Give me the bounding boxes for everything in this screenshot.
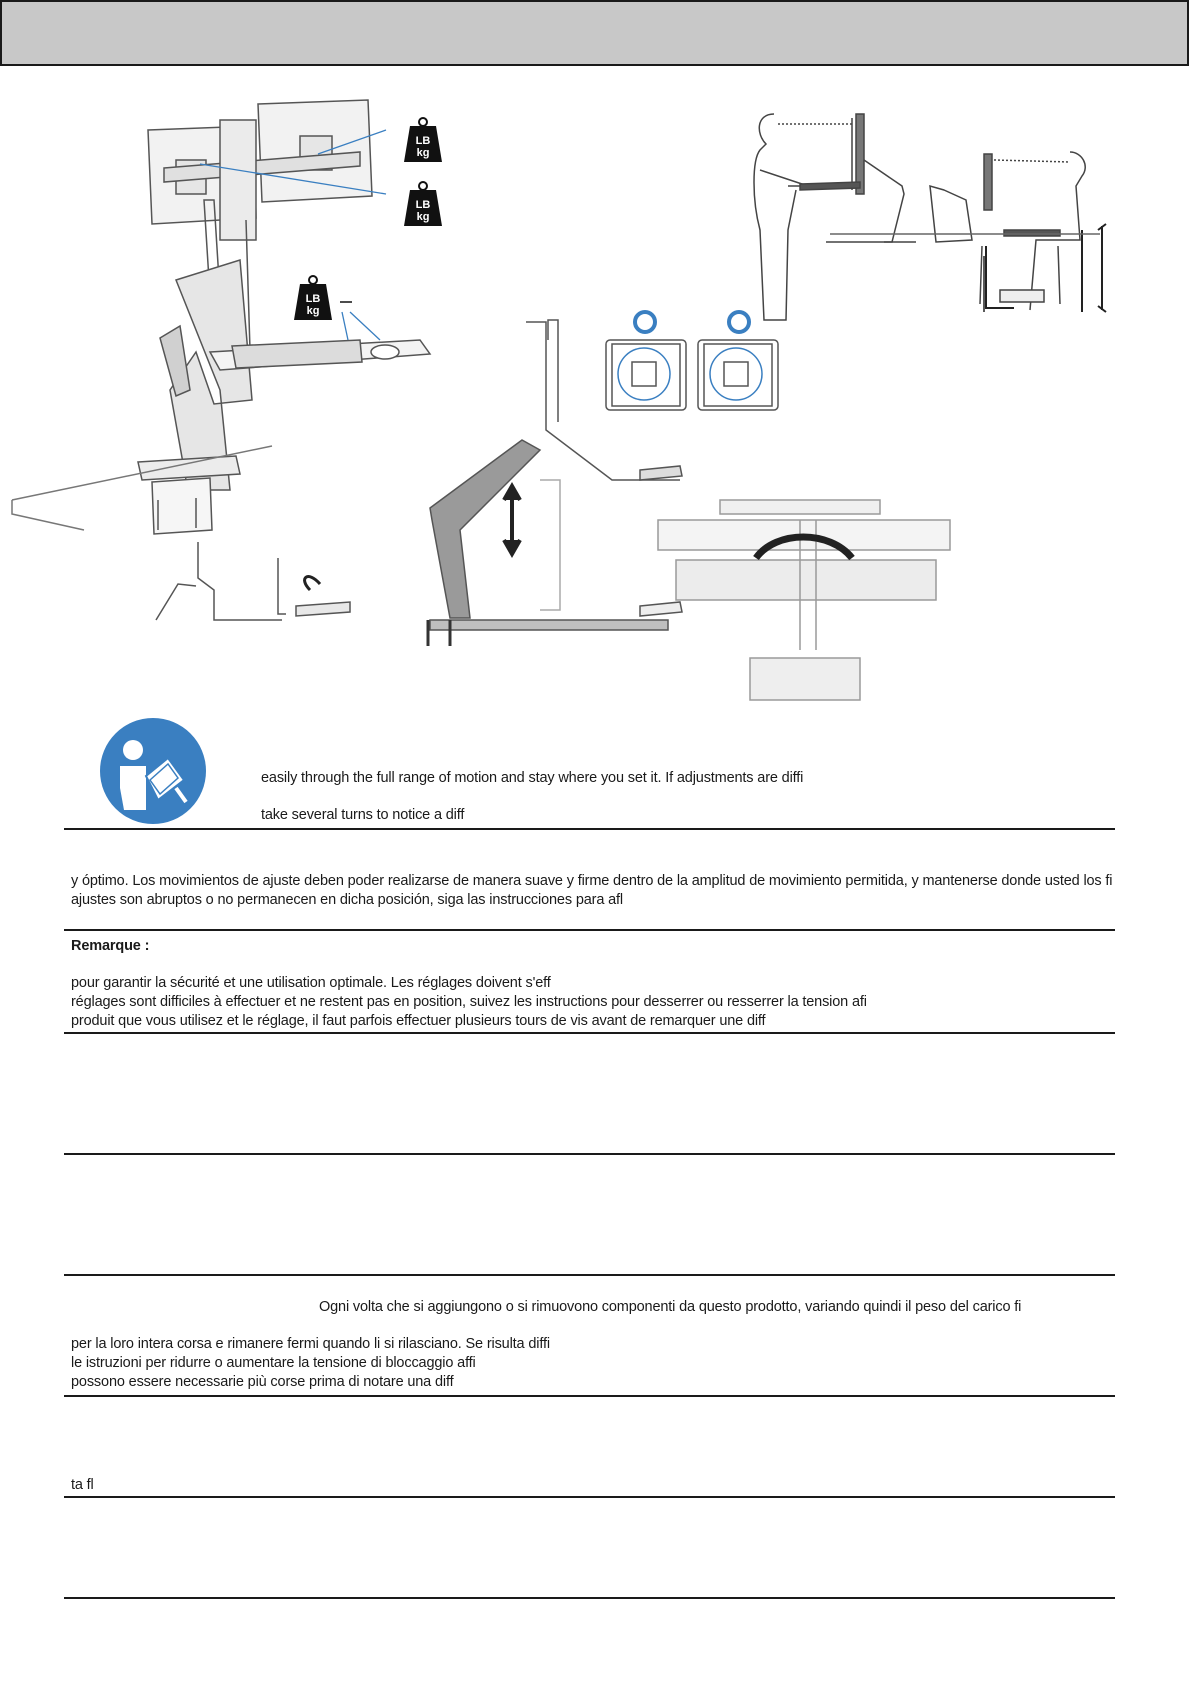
- section-divider: [64, 1274, 1115, 1276]
- read-manual-icon: [100, 718, 206, 824]
- section-divider: [64, 929, 1115, 931]
- seated-figure: [830, 152, 1106, 312]
- weight-icon-top: LB: [415, 135, 431, 147]
- keyboard-flip-figure: [156, 542, 350, 620]
- spanish-text-line: y óptimo. Los movimientos de ajuste deben poder realizarse de manera suave y firme dentro de la amplitud de movimiento permitida, y mantenerse donde usted los fi: [71, 873, 1113, 889]
- weight-icon-top: LB: [415, 199, 431, 211]
- section-divider: [64, 1032, 1115, 1034]
- weight-icon-top: LB: [305, 293, 321, 305]
- text-line: ta fl: [71, 1477, 94, 1493]
- arm-height-figure: [428, 320, 682, 646]
- italian-text-line: le istruzioni per ridurre o aumentare la tensione di bloccaggio affi: [71, 1355, 476, 1371]
- section-divider: [64, 1395, 1115, 1397]
- illustrations: [0, 90, 1191, 710]
- english-text-line: easily through the full range of motion and stay where you set it. If adjustments are diffi: [261, 770, 804, 786]
- italian-text-line: possono essere necessarie più corse prima di notare una diff: [71, 1374, 454, 1390]
- rotation-figure: [606, 312, 778, 410]
- english-text-line: take several turns to notice a diff: [261, 807, 465, 823]
- section-divider: [64, 1597, 1115, 1599]
- french-text-line: réglages sont difficiles à effectuer et ne restent pas en position, suivez les instructions pour desserrer ou resserrer la tension afi: [71, 994, 867, 1010]
- italian-text-line: per la loro intera corsa e rimanere fermi quando li si rilasciano. Se risulta diffi: [71, 1336, 550, 1352]
- french-text-line: pour garantir la sécurité et une utilisation optimale. Les réglages doivent s'eff: [71, 975, 551, 991]
- french-note-label: Remarque :: [71, 938, 150, 954]
- weight-icon-bottom: kg: [306, 305, 320, 317]
- section-divider: [64, 828, 1115, 830]
- section-divider: [64, 1496, 1115, 1498]
- weight-icon-bottom: kg: [416, 211, 430, 223]
- swivel-figure: [658, 500, 950, 700]
- section-divider: [64, 1153, 1115, 1155]
- header-bar: [0, 0, 1189, 66]
- dual-monitor-figure: [12, 100, 430, 534]
- standing-figure: [754, 114, 916, 320]
- italian-text-line: Ogni volta che si aggiungono o si rimuovono componenti da questo prodotto, variando quindi il peso del carico fi: [319, 1299, 1022, 1315]
- weight-icon-bottom: kg: [416, 147, 430, 159]
- spanish-text-line: ajustes son abruptos o no permanecen en dicha posición, siga las instrucciones para afl: [71, 892, 623, 908]
- french-text-line: produit que vous utilisez et le réglage, il faut parfois effectuer plusieurs tours de vis avant de remarquer une diff: [71, 1013, 766, 1029]
